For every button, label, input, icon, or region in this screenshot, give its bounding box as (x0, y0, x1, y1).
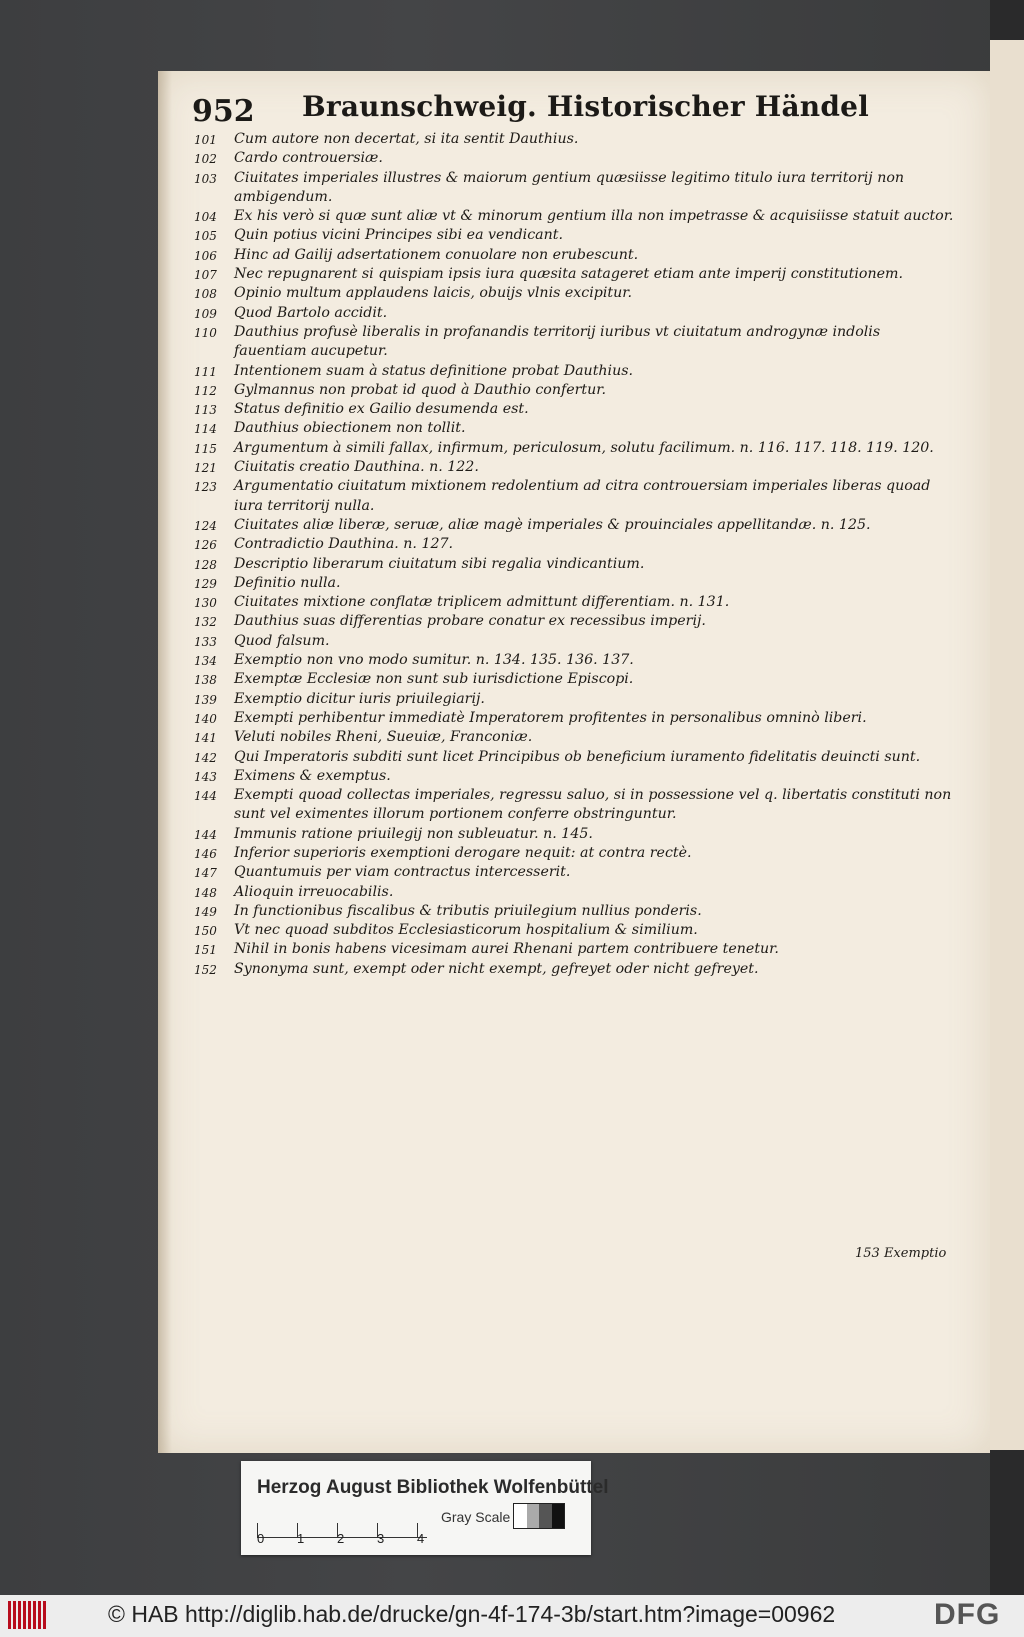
entry-text: Nec repugnarent si quispiam ipsis iura quæsita satageret etiam ante imperij constitutionem. (234, 266, 903, 283)
entry-text: Definitio nulla. (234, 574, 341, 591)
catchword: 153 Exemptio (855, 1246, 947, 1261)
list-item (194, 477, 954, 516)
entry-number: 132 (194, 615, 217, 630)
gray-scale-swatch (513, 1503, 565, 1529)
entry-text: Opinio multum applaudens laicis, obuijs vlnis excipitur. (234, 285, 632, 302)
entry-number: 107 (194, 268, 217, 283)
ruler-number: 2 (337, 1531, 345, 1546)
entry-text: Cum autore non decertat, si ita sentit Dauthius. (234, 131, 579, 147)
list-item (194, 825, 954, 844)
list-item (194, 612, 954, 631)
entry-text: Dauthius profusè liberalis in profanandis territorij iuribus vt ciuitatum androgynæ indolis fauentiam aucupetur. (234, 323, 881, 360)
entry-number: 111 (194, 364, 217, 379)
entry-text: Ciuitates aliæ liberæ, seruæ, aliæ magè imperiales & prouinciales appellitandæ. n. 125. (234, 516, 871, 533)
list-item (194, 883, 954, 902)
entry-text: Inferior superioris exemptioni derogare nequit: at contra rectè. (234, 844, 692, 861)
entry-text: Argumentatio ciuitatum mixtionem redolentium ad citra controuersiam imperiales liberas quoad iura territorij nulla. (234, 478, 931, 514)
entry-number: 146 (194, 846, 217, 861)
entry-text: Dauthius suas differentias probare conatur ex recessibus imperij. (234, 613, 706, 630)
entry-number: 105 (194, 229, 217, 244)
copyright-link[interactable]: © HAB http://diglib.hab.de/drucke/gn-4f-174-3b/start.htm?image=00962 (108, 1601, 836, 1627)
entry-number: 129 (194, 576, 217, 591)
entry-text: Qui Imperatoris subditi sunt licet Principibus ob beneficium iuramento fidelitatis deuincti sunt. (234, 748, 921, 765)
entry-number: 114 (194, 422, 217, 437)
list-item (194, 419, 954, 438)
list-item (194, 555, 954, 574)
library-name: Herzog August Bibliothek Wolfenbüttel (257, 1477, 609, 1498)
entry-number: 126 (194, 538, 217, 553)
entry-number: 144 (194, 789, 217, 804)
list-item (194, 863, 954, 882)
list-item (194, 767, 954, 786)
list-item (194, 516, 954, 535)
list-item (194, 265, 954, 284)
entry-text: Quod falsum. (234, 632, 330, 649)
list-item (194, 940, 954, 959)
entry-number: 112 (194, 383, 217, 398)
ruler-number: 3 (377, 1531, 385, 1546)
page-gutter-shadow (158, 71, 172, 1453)
entry-number: 139 (194, 692, 217, 707)
entry-number: 148 (194, 885, 217, 900)
entry-text: Exemptio non vno modo sumitur. n. 134. 135. 136. 137. (234, 652, 634, 669)
entry-text: Quin potius vicini Principes sibi ea vendicant. (234, 227, 563, 244)
entry-number: 115 (194, 441, 217, 456)
entry-number: 123 (194, 480, 217, 495)
list-item (194, 535, 954, 554)
entry-number: 147 (194, 866, 217, 881)
entry-text: Contradictio Dauthina. n. 127. (234, 536, 454, 553)
entry-number: 133 (194, 634, 217, 649)
entry-number: 128 (194, 557, 217, 572)
entry-number: 143 (194, 769, 217, 784)
library-label (241, 1461, 609, 1555)
list-item (194, 458, 954, 477)
entry-text: Hinc ad Gailij adsertationem conuolare non erubescunt. (234, 246, 639, 263)
entry-text: Cardo controuersiæ. (234, 150, 383, 167)
entry-text: Descriptio liberarum ciuitatum sibi regalia vindicantium. (234, 555, 645, 572)
list-item (194, 323, 954, 362)
entry-number: 130 (194, 596, 217, 611)
entry-number: 141 (194, 731, 217, 746)
running-head: Braunschweig. Historischer Händel (302, 90, 869, 123)
entry-text: Exempti quoad collectas imperiales, regressu saluo, si in possessione vel q. libertatis constituti non sunt vel eximentes illorum portionem conferre obstringuntur. (234, 787, 952, 823)
entry-number: 104 (194, 210, 217, 225)
adjacent-page-edge (990, 40, 1024, 1450)
list-item (194, 651, 954, 670)
entry-text: Synonyma sunt, exempt oder nicht exempt, gefreyet oder nicht gefreyet. (234, 960, 759, 977)
ruler-number: 0 (257, 1531, 265, 1546)
list-item (194, 709, 954, 728)
entry-number: 103 (194, 171, 217, 186)
entry-number: 124 (194, 518, 217, 533)
summary-list (194, 130, 954, 979)
entry-number: 152 (194, 962, 217, 977)
dfg-logo: DFG (934, 1598, 1001, 1631)
entry-number: 121 (194, 461, 217, 476)
list-item (194, 748, 954, 767)
list-item (194, 670, 954, 689)
list-item (194, 207, 954, 226)
entry-text: In functionibus fiscalibus & tributis priuilegium nullius ponderis. (234, 902, 702, 919)
list-item (194, 381, 954, 400)
footer-bar (0, 1595, 1024, 1637)
entry-number: 151 (194, 943, 217, 958)
entry-text: Argumentum à simili fallax, infirmum, periculosum, solutu facilimum. n. 116. 117. 118. 119. 120. (234, 439, 934, 456)
entry-text: Status definitio ex Gailio desumenda est. (234, 401, 529, 418)
list-item (194, 284, 954, 303)
entry-number: 142 (194, 750, 217, 765)
list-item (194, 844, 954, 863)
entry-number: 134 (194, 654, 217, 669)
entry-text: Ciuitatis creatio Dauthina. n. 122. (234, 459, 479, 476)
entry-text: Quantumuis per viam contractus intercesserit. (234, 864, 571, 881)
entry-number: 106 (194, 248, 217, 263)
list-item (194, 728, 954, 747)
list-item (194, 960, 954, 979)
entry-number: 108 (194, 287, 217, 302)
ruler-number: 1 (297, 1531, 305, 1546)
entry-text: Ciuitates mixtione conflatæ triplicem admittunt differentiam. n. 131. (234, 594, 730, 611)
entry-number: 109 (194, 306, 217, 321)
page-number: 952 (192, 94, 255, 129)
list-item (194, 226, 954, 245)
entry-number: 110 (194, 325, 217, 340)
list-item (194, 574, 954, 593)
entry-text: Nihil in bonis habens vicesimam aurei Rhenani partem contribuere tenetur. (234, 941, 779, 958)
entry-text: Gylmannus non probat id quod à Dauthio confertur. (234, 381, 606, 398)
list-item (194, 169, 954, 208)
entry-text: Ex his verò si quæ sunt aliæ vt & minorum gentium illa non impetrasse & acquisiisse statuit auctor. (234, 208, 954, 225)
entry-text: Quod Bartolo accidit. (234, 304, 388, 321)
gray-scale-label: Gray Scale (441, 1509, 511, 1525)
list-item (194, 400, 954, 419)
entry-text: Vt nec quoad subditos Ecclesiasticorum hospitalium & similium. (234, 922, 698, 939)
list-item (194, 130, 954, 149)
list-item (194, 786, 954, 825)
entry-text: Veluti nobiles Rheni, Sueuiæ, Franconiæ. (234, 729, 533, 746)
entry-text: Intentionem suam à status definitione probat Dauthius. (234, 362, 634, 379)
entry-text: Exemptæ Ecclesiæ non sunt sub iurisdictione Episcopi. (234, 671, 634, 688)
list-item (194, 690, 954, 709)
entry-number: 113 (194, 403, 217, 418)
entry-number: 102 (194, 152, 217, 167)
ruler-number: 4 (417, 1531, 425, 1546)
list-item (194, 439, 954, 458)
entry-text: Alioquin irreuocabilis. (234, 883, 394, 900)
entry-number: 140 (194, 711, 217, 726)
entry-number: 149 (194, 904, 217, 919)
list-item (194, 362, 954, 381)
entry-number: 144 (194, 827, 217, 842)
list-item (194, 921, 954, 940)
entry-number: 150 (194, 924, 217, 939)
entry-number: 101 (194, 133, 217, 147)
list-item (194, 149, 954, 168)
entry-text: Eximens & exemptus. (234, 767, 391, 784)
entry-text: Immunis ratione priuilegij non subleuatur. n. 145. (234, 825, 593, 842)
list-item (194, 632, 954, 651)
list-item (194, 246, 954, 265)
entry-text: Ciuitates imperiales illustres & maiorum gentium quæsiisse legitimo titulo iura territorij non ambigendum. (234, 169, 905, 205)
entry-text: Exemptio dicitur iuris priuilegiarij. (234, 690, 485, 707)
entry-text: Dauthius obiectionem non tollit. (234, 420, 466, 437)
entry-number: 138 (194, 673, 217, 688)
list-item (194, 902, 954, 921)
list-item (194, 304, 954, 323)
entry-text: Exempti perhibentur immediatè Imperatorem profitentes in personalibus omninò liberi. (234, 709, 867, 726)
list-item (194, 593, 954, 612)
hab-logo-icon (8, 1601, 46, 1629)
